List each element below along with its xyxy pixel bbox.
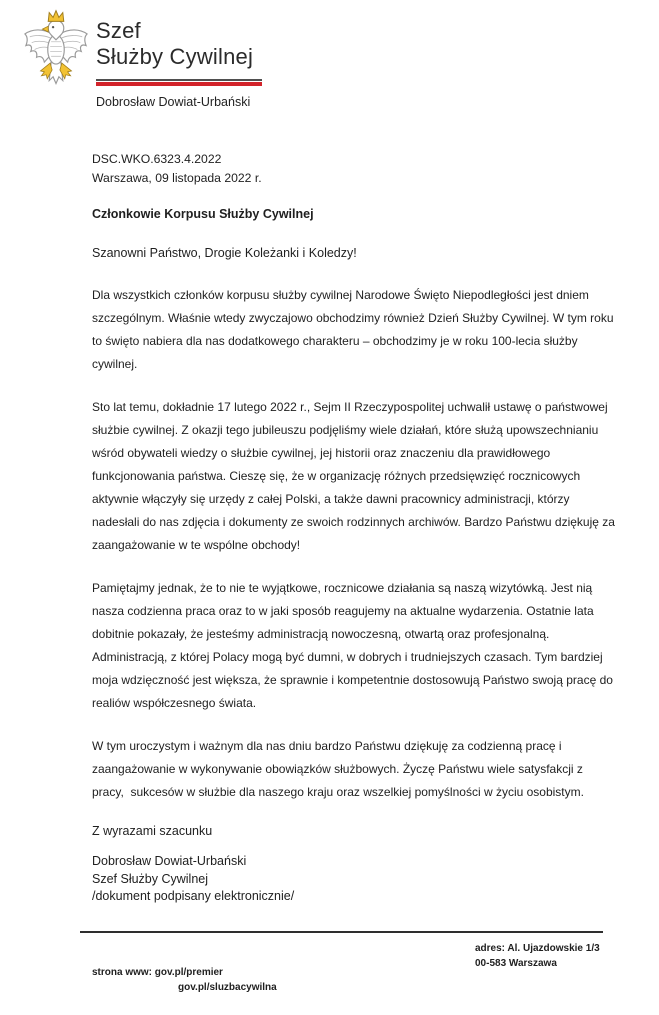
farewell: Z wyrazami szacunku	[92, 824, 213, 838]
salutation: Szanowni Państwo, Drogie Koleżanki i Koledzy!	[92, 246, 357, 260]
letterhead	[22, 8, 262, 109]
letterhead-title-line1: Szef	[96, 18, 141, 43]
reference-number: DSC.WKO.6323.4.2022	[92, 152, 222, 166]
footer-address-line1: adres: Al. Ujazdowskie 1/3	[475, 943, 600, 954]
letterhead-title-line2: Służby Cywilnej	[96, 44, 254, 69]
signature-name: Dobrosław Dowiat-Urbański	[92, 854, 247, 868]
signature-block	[92, 853, 616, 906]
paragraph: Dla wszystkich członków korpusu służby cywilnej Narodowe Święto Niepodległości jest dniem szczególnym. Właśnie wtedy zwyczajowo obchodzimy również Dzień Służby Cywilnej. W tym roku to święto nabiera dla nas dodatkowego charakteru – obchodzimy je w roku 100-lecia służby cywilnej.	[92, 288, 617, 371]
paragraph: Pamiętajmy jednak, że to nie te wyjątkowe, rocznicowe działania są naszą wizytówką. Jest nią nasza codzienna praca oraz to w jaki sposób reagujemy na aktualne wydarzenia. Ostatnie lata dobitnie pokazały, że jesteśmy administracją nowoczesną, otwartą oraz profesjonalną. Administracją, z której Polacy mogą być dumni, w dobrych i trudniejszych czasach. Tym bardziej moja wdzięczność jest większa, że sprawnie i kompetentnie dostosowują Państwo swoją pracę do realiów współczesnego świata.	[92, 581, 617, 710]
footer-www-line2: gov.pl/sluzbacywilna	[178, 982, 277, 993]
letter-paragraphs	[92, 284, 619, 804]
footer-separator-line	[80, 931, 603, 933]
place-and-date: Warszawa, 09 listopada 2022 r.	[92, 171, 262, 185]
letter-body	[92, 150, 619, 906]
footer-websites	[92, 965, 277, 995]
signature-title: Szef Służby Cywilnej	[92, 871, 209, 886]
letterhead-person-name: Dobrosław Dowiat-Urbański	[96, 95, 251, 109]
recipient-heading: Członkowie Korpusu Służby Cywilnej	[92, 207, 314, 221]
paragraph: W tym uroczystym i ważnym dla nas dniu bardzo Państwu dziękuję za codzienną pracę i zaangażowanie w wykonywanie obowiązków służbowych. Życzę Państwu wiele satysfakcji z pracy, sukcesów w służbie dla naszego kraju oraz wszelkiej pomyślności w życiu osobistym.	[92, 739, 587, 799]
letterhead-divider	[96, 79, 262, 86]
letterhead-title	[96, 18, 262, 70]
divider-dark-line	[96, 79, 262, 81]
polish-eagle-icon	[22, 8, 90, 92]
footer-address-line2: 00-583 Warszawa	[475, 958, 557, 969]
divider-red-line	[96, 82, 262, 86]
signature-electronic-note: /dokument podpisany elektronicznie/	[92, 889, 295, 903]
letterhead-text	[96, 8, 262, 109]
footer-www-line1: strona www: gov.pl/premier	[92, 967, 223, 978]
paragraph: Sto lat temu, dokładnie 17 lutego 2022 r., Sejm II Rzeczypospolitej uchwalił ustawę o państwowej służbie cywilnej. Z okazji tego jubileuszu podjęliśmy wiele działań, które służą upowszechnianiu wśród obywateli wiedzy o służbie cywilnej, jej historii oraz znaczeniu dla prawidłowego funkcjonowania państwa. Cieszę się, że w organizację różnych przedsięwzięć rocznicowych aktywnie włączyły się urzędy z całej Polski, a także dawni pracownicy administracji, którzy nadesłali do nas zdjęcia i dokumenty ze swoich rodzinnych archiwów. Bardzo Państwu dziękuję za zaangażowanie w te wspólne obchody!	[92, 400, 619, 552]
footer-address	[475, 941, 600, 971]
